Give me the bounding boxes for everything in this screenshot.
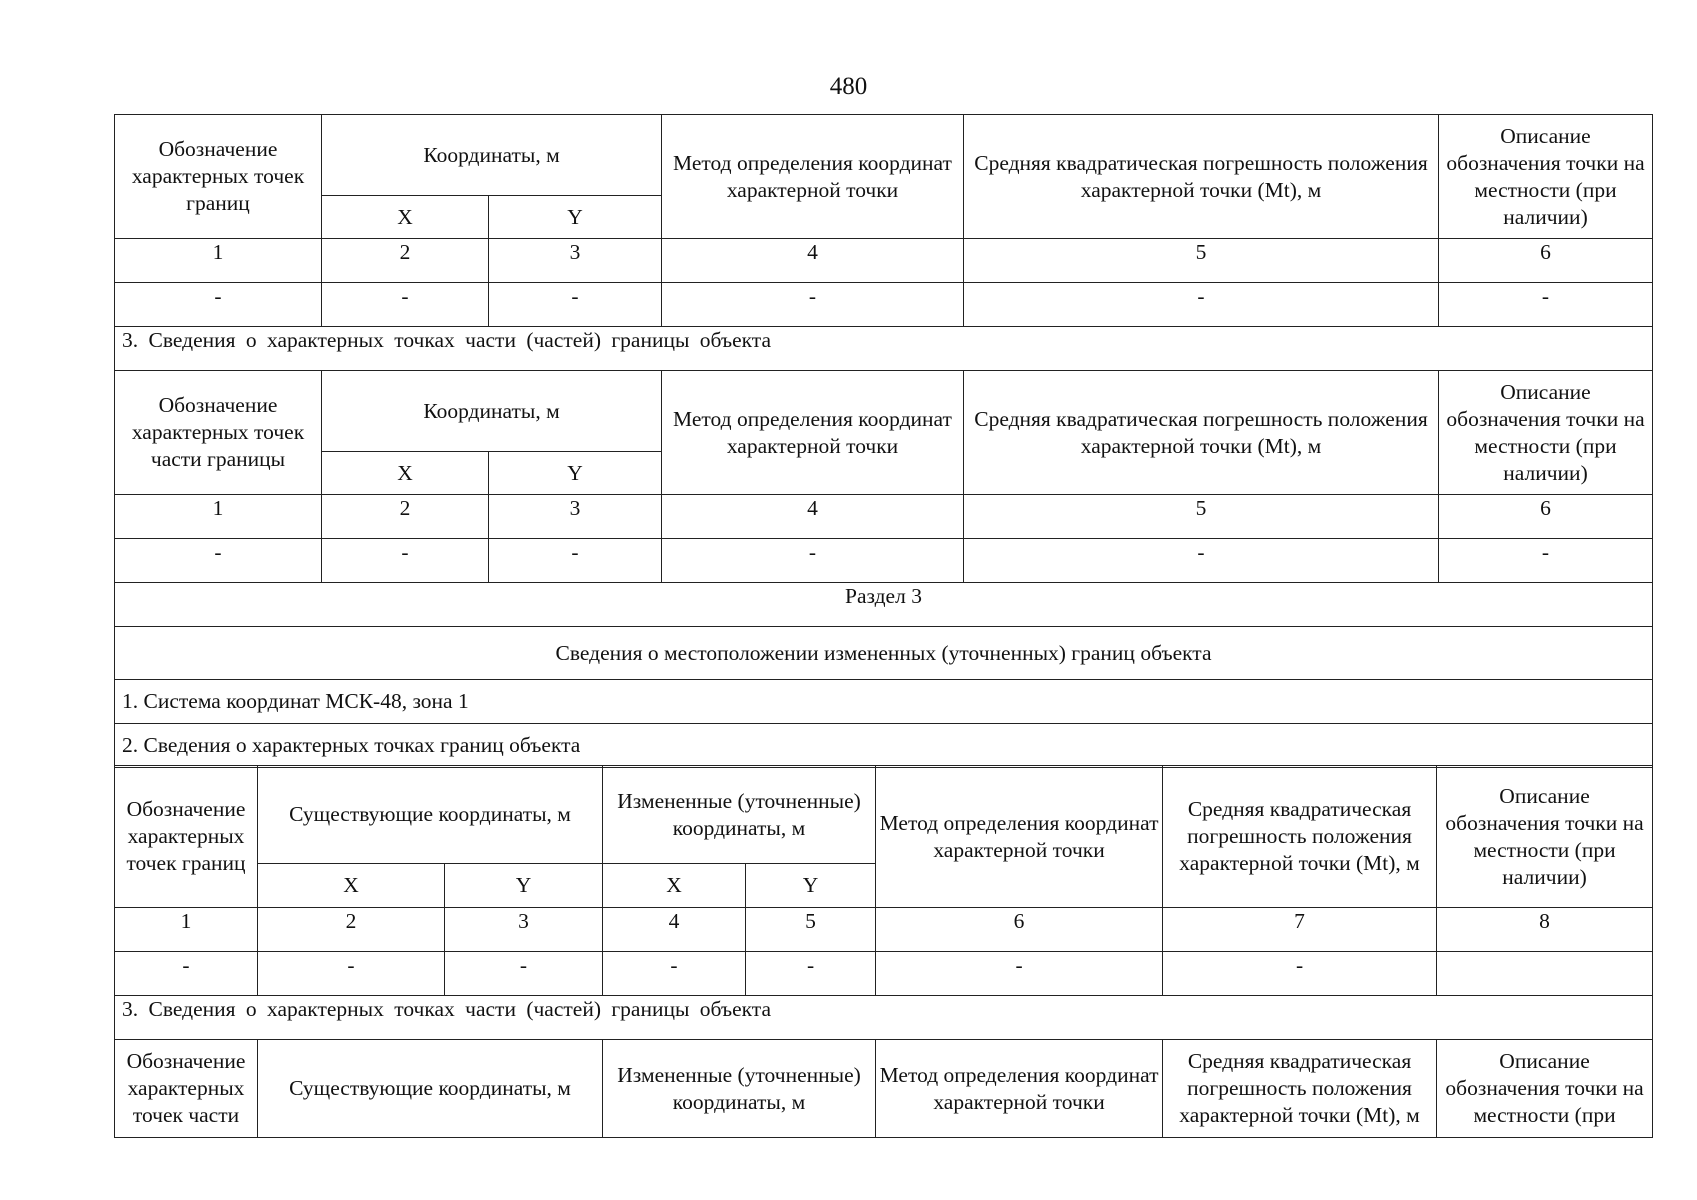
header-method: Метод определения координат характерной точки bbox=[662, 115, 964, 239]
header-error: Средняя квадратическая погрешность положения характерной точки (Mt), м bbox=[1163, 766, 1437, 908]
header-description: Описание обозначения точки на местности (при bbox=[1437, 1040, 1653, 1138]
coordinate-system: 1. Система координат МСК-48, зона 1 bbox=[115, 680, 1653, 724]
header-error: Средняя квадратическая погрешность положения характерной точки (Mt), м bbox=[1163, 1040, 1437, 1138]
header-designation: Обозначение характерных точек границ bbox=[115, 115, 322, 239]
header-y: Y bbox=[489, 196, 662, 239]
page-number: 480 bbox=[829, 73, 868, 100]
header-designation: Обозначение характерных точек границ bbox=[115, 766, 258, 908]
header-x: X bbox=[258, 864, 445, 908]
header-y: Y bbox=[489, 452, 662, 495]
header-method: Метод определения координат характерной точки bbox=[876, 1040, 1163, 1138]
header-existing-coordinates: Существующие координаты, м bbox=[258, 766, 603, 864]
table-row: - - - - - - bbox=[115, 539, 1653, 583]
header-y: Y bbox=[445, 864, 603, 908]
column-number-row: 1 2 3 4 5 6 bbox=[115, 495, 1653, 539]
header-y: Y bbox=[746, 864, 876, 908]
header-description: Описание обозначения точки на местности (при наличии) bbox=[1439, 115, 1653, 239]
header-method: Метод определения координат характерной точки bbox=[662, 371, 964, 495]
header-method: Метод определения координат характерной точки bbox=[876, 766, 1163, 908]
points-section-title: 2. Сведения о характерных точках границ объекта bbox=[115, 724, 1653, 768]
column-number-row: 1 2 3 4 5 6 7 8 bbox=[115, 908, 1653, 952]
section-part-title: 3. Сведения о характерных точках части (частей) границы объекта bbox=[115, 327, 1653, 371]
header-error: Средняя квадратическая погрешность положения характерной точки (Mt), м bbox=[964, 371, 1439, 495]
header-changed-coordinates: Измененные (уточненные) координаты, м bbox=[603, 1040, 876, 1138]
header-x: X bbox=[603, 864, 746, 908]
razdel-heading: Раздел 3 bbox=[115, 583, 1653, 627]
boundary-points-table bbox=[114, 114, 1653, 768]
header-description: Описание обозначения точки на местности (при наличии) bbox=[1437, 766, 1653, 908]
column-number-row: 1 2 3 4 5 6 bbox=[115, 239, 1653, 283]
changed-boundary-points-table bbox=[114, 765, 1653, 1138]
header-designation-part: Обозначение характерных точек части границы bbox=[115, 371, 322, 495]
header-error: Средняя квадратическая погрешность положения характерной точки (Mt), м bbox=[964, 115, 1439, 239]
header-x: X bbox=[322, 196, 489, 239]
header-description: Описание обозначения точки на местности (при наличии) bbox=[1439, 371, 1653, 495]
header-x: X bbox=[322, 452, 489, 495]
table-row: - - - - - - bbox=[115, 283, 1653, 327]
table-row: - - - - - - - bbox=[115, 952, 1653, 996]
section-part-title: 3. Сведения о характерных точках части (частей) границы объекта bbox=[115, 996, 1653, 1040]
header-coordinates: Координаты, м bbox=[322, 371, 662, 452]
header-changed-coordinates: Измененные (уточненные) координаты, м bbox=[603, 766, 876, 864]
header-coordinates: Координаты, м bbox=[322, 115, 662, 196]
razdel-title: Сведения о местоположении измененных (уточненных) границ объекта bbox=[115, 627, 1653, 680]
header-designation-part: Обозначение характерных точек части bbox=[115, 1040, 258, 1138]
header-existing-coordinates: Существующие координаты, м bbox=[258, 1040, 603, 1138]
